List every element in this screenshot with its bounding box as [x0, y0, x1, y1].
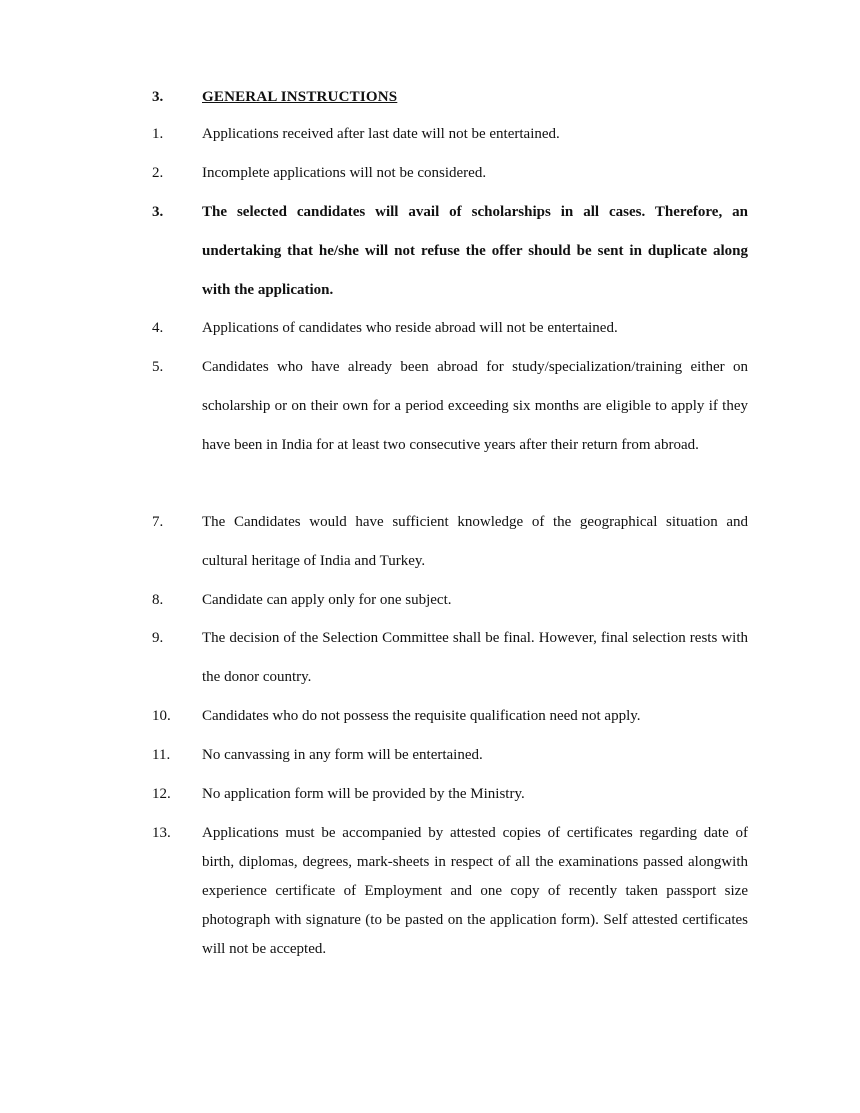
- item-text: Incomplete applications will not be considered.: [202, 165, 487, 181]
- item-number: 9.: [152, 630, 164, 646]
- item-text: The decision of the Selection Committee shall be final. However, final selection rests with the donor country.: [202, 630, 748, 685]
- section-title: GENERAL INSTRUCTIONS: [202, 89, 398, 105]
- item-number: 7.: [152, 514, 164, 530]
- item-number: 12.: [152, 786, 171, 802]
- item-text: Applications received after last date will not be entertained.: [202, 126, 560, 142]
- item-number: 3.: [152, 204, 164, 220]
- item-text: No application form will be provided by the Ministry.: [202, 786, 525, 802]
- item-number: 11.: [152, 747, 171, 763]
- item-text: No canvassing in any form will be entertained.: [202, 747, 483, 763]
- item-number: 5.: [152, 359, 164, 375]
- item-text: The Candidates would have sufficient knowledge of the geographical situation and cultural heritage of India and Turkey.: [202, 514, 748, 569]
- item-number: 10.: [152, 708, 171, 724]
- item-number: 8.: [152, 592, 164, 608]
- item-number: 1.: [152, 126, 164, 142]
- item-number: 2.: [152, 165, 164, 181]
- item-text: Applications must be accompanied by attested copies of certificates regarding date of birth, diplomas, degrees, mark-sheets in respect of all the examinations passed alongwith experience certificate of Employment and one copy of recently taken passport size photograph with signature (to be pasted on the application form). Self attested certificates will not be accepted.: [202, 825, 748, 957]
- item-number: 13.: [152, 825, 171, 841]
- item-text: The selected candidates will avail of scholarships in all cases. Therefore, an undertaking that he/she will not refuse the offer should be sent in duplicate along with the application.: [202, 204, 748, 298]
- item-text: Applications of candidates who reside abroad will not be entertained.: [202, 320, 618, 336]
- item-text: Candidate can apply only for one subject.: [202, 592, 452, 608]
- item-text: Candidates who do not possess the requisite qualification need not apply.: [202, 708, 641, 724]
- section-number: 3.: [152, 89, 164, 105]
- item-text: Candidates who have already been abroad for study/specialization/training either on scholarship or on their own for a period exceeding six months are eligible to apply if they have been in India for at least two consecutive years after their return from abroad.: [202, 359, 748, 453]
- item-number: 4.: [152, 320, 164, 336]
- section-heading: [152, 86, 752, 108]
